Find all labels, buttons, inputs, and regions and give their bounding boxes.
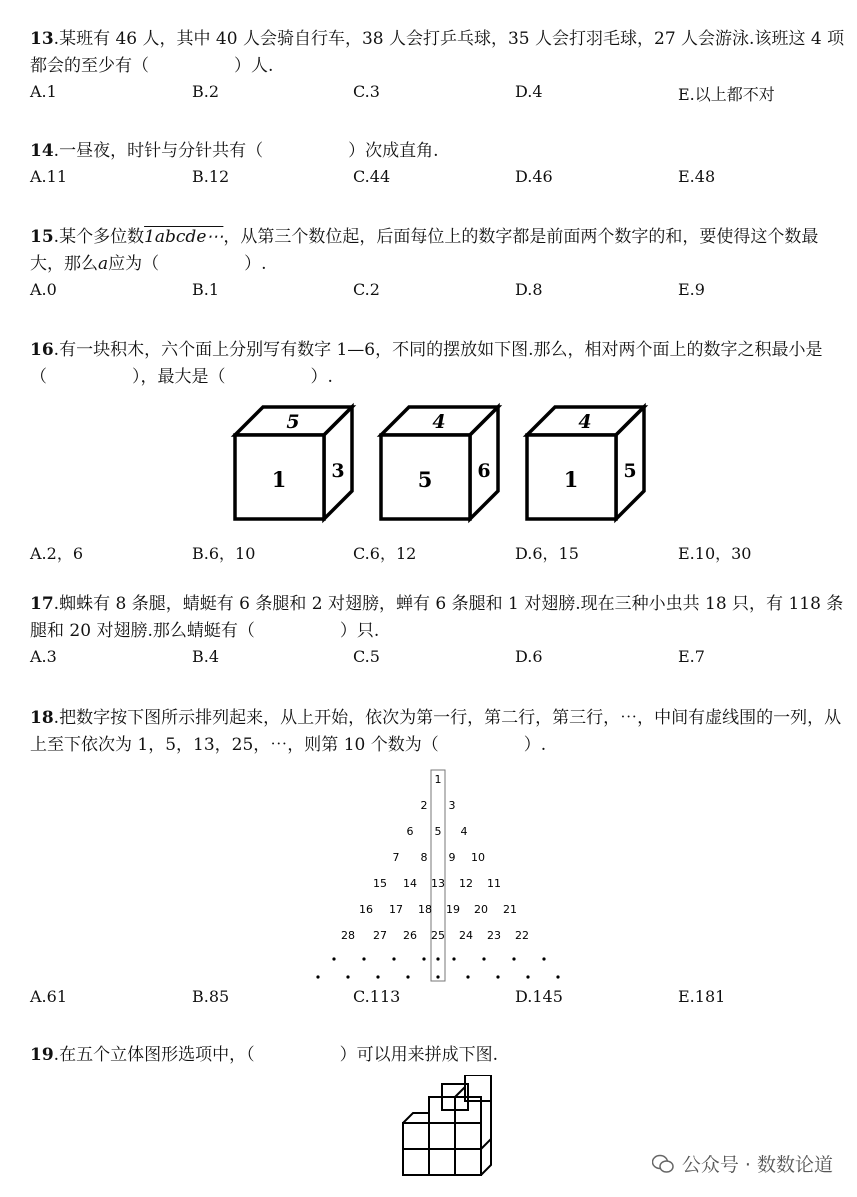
option-a[interactable]: A.0 bbox=[30, 280, 57, 299]
cube-3-side: 5 bbox=[623, 460, 637, 482]
option-e[interactable]: E.7 bbox=[678, 647, 705, 666]
option-d[interactable]: D.6，15 bbox=[515, 544, 579, 563]
option-b[interactable]: B.6，10 bbox=[192, 544, 256, 563]
ellipsis-dots bbox=[316, 957, 559, 978]
option-c[interactable]: C.3 bbox=[353, 82, 380, 101]
cube-2-front: 5 bbox=[417, 467, 433, 492]
triangle-cell: 25 bbox=[431, 929, 445, 942]
question-16 bbox=[30, 337, 845, 565]
triangle-cell: 26 bbox=[403, 929, 417, 942]
triangle-cell: 2 bbox=[420, 799, 428, 812]
question-19 bbox=[30, 1042, 845, 1069]
watermark bbox=[652, 1150, 833, 1177]
question-18 bbox=[30, 705, 845, 1011]
triangle-cell: 1 bbox=[434, 773, 442, 786]
dashed-column-box bbox=[431, 770, 445, 981]
triangle-cell: 11 bbox=[487, 877, 501, 890]
question-17-options bbox=[30, 645, 845, 671]
option-b[interactable]: B.4 bbox=[192, 647, 220, 666]
question-19-text: 19.在五个立体图形选项中，（ ）可以用来拼成下图. bbox=[30, 1045, 498, 1065]
triangle-cell: 19 bbox=[446, 903, 460, 916]
triangle-cell: 13 bbox=[431, 877, 445, 890]
question-17 bbox=[30, 591, 845, 671]
option-e[interactable]: E.10，30 bbox=[678, 544, 752, 563]
triangle-cell: 5 bbox=[434, 825, 442, 838]
triangle-cell: 28 bbox=[341, 929, 355, 942]
option-e[interactable]: E.9 bbox=[678, 280, 705, 299]
option-b[interactable]: B.1 bbox=[192, 280, 220, 299]
option-a[interactable]: A.2，6 bbox=[30, 544, 84, 563]
cube-3-front: 1 bbox=[563, 467, 579, 492]
triangle-cell: 18 bbox=[418, 903, 432, 916]
triangle-cell: 22 bbox=[515, 929, 529, 942]
question-13-text: 13.某班有 46 人，其中 40 人会骑自行车，38 人会打乒乓球，35 人会打羽毛球，27 人会游泳.该班这 4 项都会的至少有（ ）人. bbox=[30, 29, 845, 76]
option-c[interactable]: C.44 bbox=[353, 167, 391, 186]
triangle-cell: 9 bbox=[448, 851, 456, 864]
option-b[interactable]: B.2 bbox=[192, 82, 220, 101]
stacked-cubes-figure bbox=[395, 1075, 495, 1185]
question-17-text: 17.蜘蛛有 8 条腿，蜻蜓有 6 条腿和 2 对翅膀，蝉有 6 条腿和 1 对翅膀.现在三种小虫共 18 只，有 118 条腿和 20 对翅膀.那么蜻蜓有（ ）只. bbox=[30, 594, 844, 641]
option-e[interactable]: E.181 bbox=[678, 987, 726, 1006]
question-16-text: 16.有一块积木，六个面上分别写有数字 1—6，不同的摆放如下图.那么，相对两个面上的数字之积最小是（ ），最大是（ ）. bbox=[30, 340, 823, 387]
wechat-icon bbox=[652, 1154, 674, 1174]
cube-3 bbox=[527, 407, 644, 519]
watermark-text: 公众号 · 数数论道 bbox=[681, 1154, 833, 1176]
cube-1-side: 3 bbox=[331, 460, 345, 482]
option-d[interactable]: D.4 bbox=[515, 82, 543, 101]
question-16-options bbox=[30, 539, 845, 565]
cube-2-side: 6 bbox=[477, 460, 491, 482]
question-15-options bbox=[30, 278, 845, 304]
triangle-cell: 21 bbox=[503, 903, 517, 916]
triangle-cell: 3 bbox=[448, 799, 456, 812]
option-d[interactable]: D.46 bbox=[515, 167, 553, 186]
cubes-figure bbox=[30, 397, 845, 539]
triangle-cell: 27 bbox=[373, 929, 387, 942]
triangle-cell: 6 bbox=[406, 825, 414, 838]
option-d[interactable]: D.145 bbox=[515, 987, 563, 1006]
question-15 bbox=[30, 224, 845, 304]
triangle-cell: 4 bbox=[460, 825, 468, 838]
triangle-cell: 24 bbox=[459, 929, 473, 942]
triangle-cell: 14 bbox=[403, 877, 417, 890]
option-a[interactable]: A.61 bbox=[30, 987, 67, 1006]
triangle-cell: 17 bbox=[389, 903, 403, 916]
triangle-cell: 10 bbox=[471, 851, 485, 864]
triangle-cell: 20 bbox=[474, 903, 488, 916]
option-c[interactable]: C.5 bbox=[353, 647, 380, 666]
option-c[interactable]: C.6，12 bbox=[353, 544, 417, 563]
question-18-options bbox=[30, 985, 845, 1011]
option-a[interactable]: A.1 bbox=[30, 82, 57, 101]
triangle-cell: 16 bbox=[359, 903, 373, 916]
question-14-options bbox=[30, 165, 845, 191]
option-a[interactable]: A.3 bbox=[30, 647, 57, 666]
triangle-cell: 7 bbox=[392, 851, 400, 864]
triangle-cell: 12 bbox=[459, 877, 473, 890]
triangle-cell: 23 bbox=[487, 929, 501, 942]
option-e[interactable]: E.以上都不对 bbox=[678, 85, 775, 104]
question-18-text: 18.把数字按下图所示排列起来，从上开始，依次为第一行，第二行，第三行，⋯，中间有虚线围的一列，从上至下依次为 1，5，13，25，⋯，则第 10 个数为（ ）. bbox=[30, 708, 842, 755]
question-14 bbox=[30, 138, 845, 191]
question-13 bbox=[30, 26, 845, 106]
question-15-text: 15.某个多位数1abcde⋯，从第三个数位起，后面每位上的数字都是前面两个数字的和，要使得这个数最大，那么a应为（ ）. bbox=[30, 227, 819, 274]
triangle-cell: 8 bbox=[420, 851, 428, 864]
cube-3-top: 4 bbox=[578, 411, 592, 433]
option-a[interactable]: A.11 bbox=[30, 167, 67, 186]
option-d[interactable]: D.8 bbox=[515, 280, 543, 299]
option-b[interactable]: B.12 bbox=[192, 167, 230, 186]
cube-1-top: 5 bbox=[286, 411, 300, 433]
number-triangle-figure bbox=[30, 767, 845, 985]
cube-1-front: 1 bbox=[271, 467, 287, 492]
triangle-cell: 15 bbox=[373, 877, 387, 890]
option-e[interactable]: E.48 bbox=[678, 167, 716, 186]
option-d[interactable]: D.6 bbox=[515, 647, 543, 666]
option-b[interactable]: B.85 bbox=[192, 987, 230, 1006]
cube-1 bbox=[235, 407, 352, 519]
cube-2-top: 4 bbox=[432, 411, 446, 433]
option-c[interactable]: C.2 bbox=[353, 280, 380, 299]
question-13-options bbox=[30, 80, 845, 106]
cube-2 bbox=[381, 407, 498, 519]
option-c[interactable]: C.113 bbox=[353, 987, 401, 1006]
question-14-text: 14.一昼夜，时针与分针共有（ ）次成直角. bbox=[30, 141, 439, 161]
